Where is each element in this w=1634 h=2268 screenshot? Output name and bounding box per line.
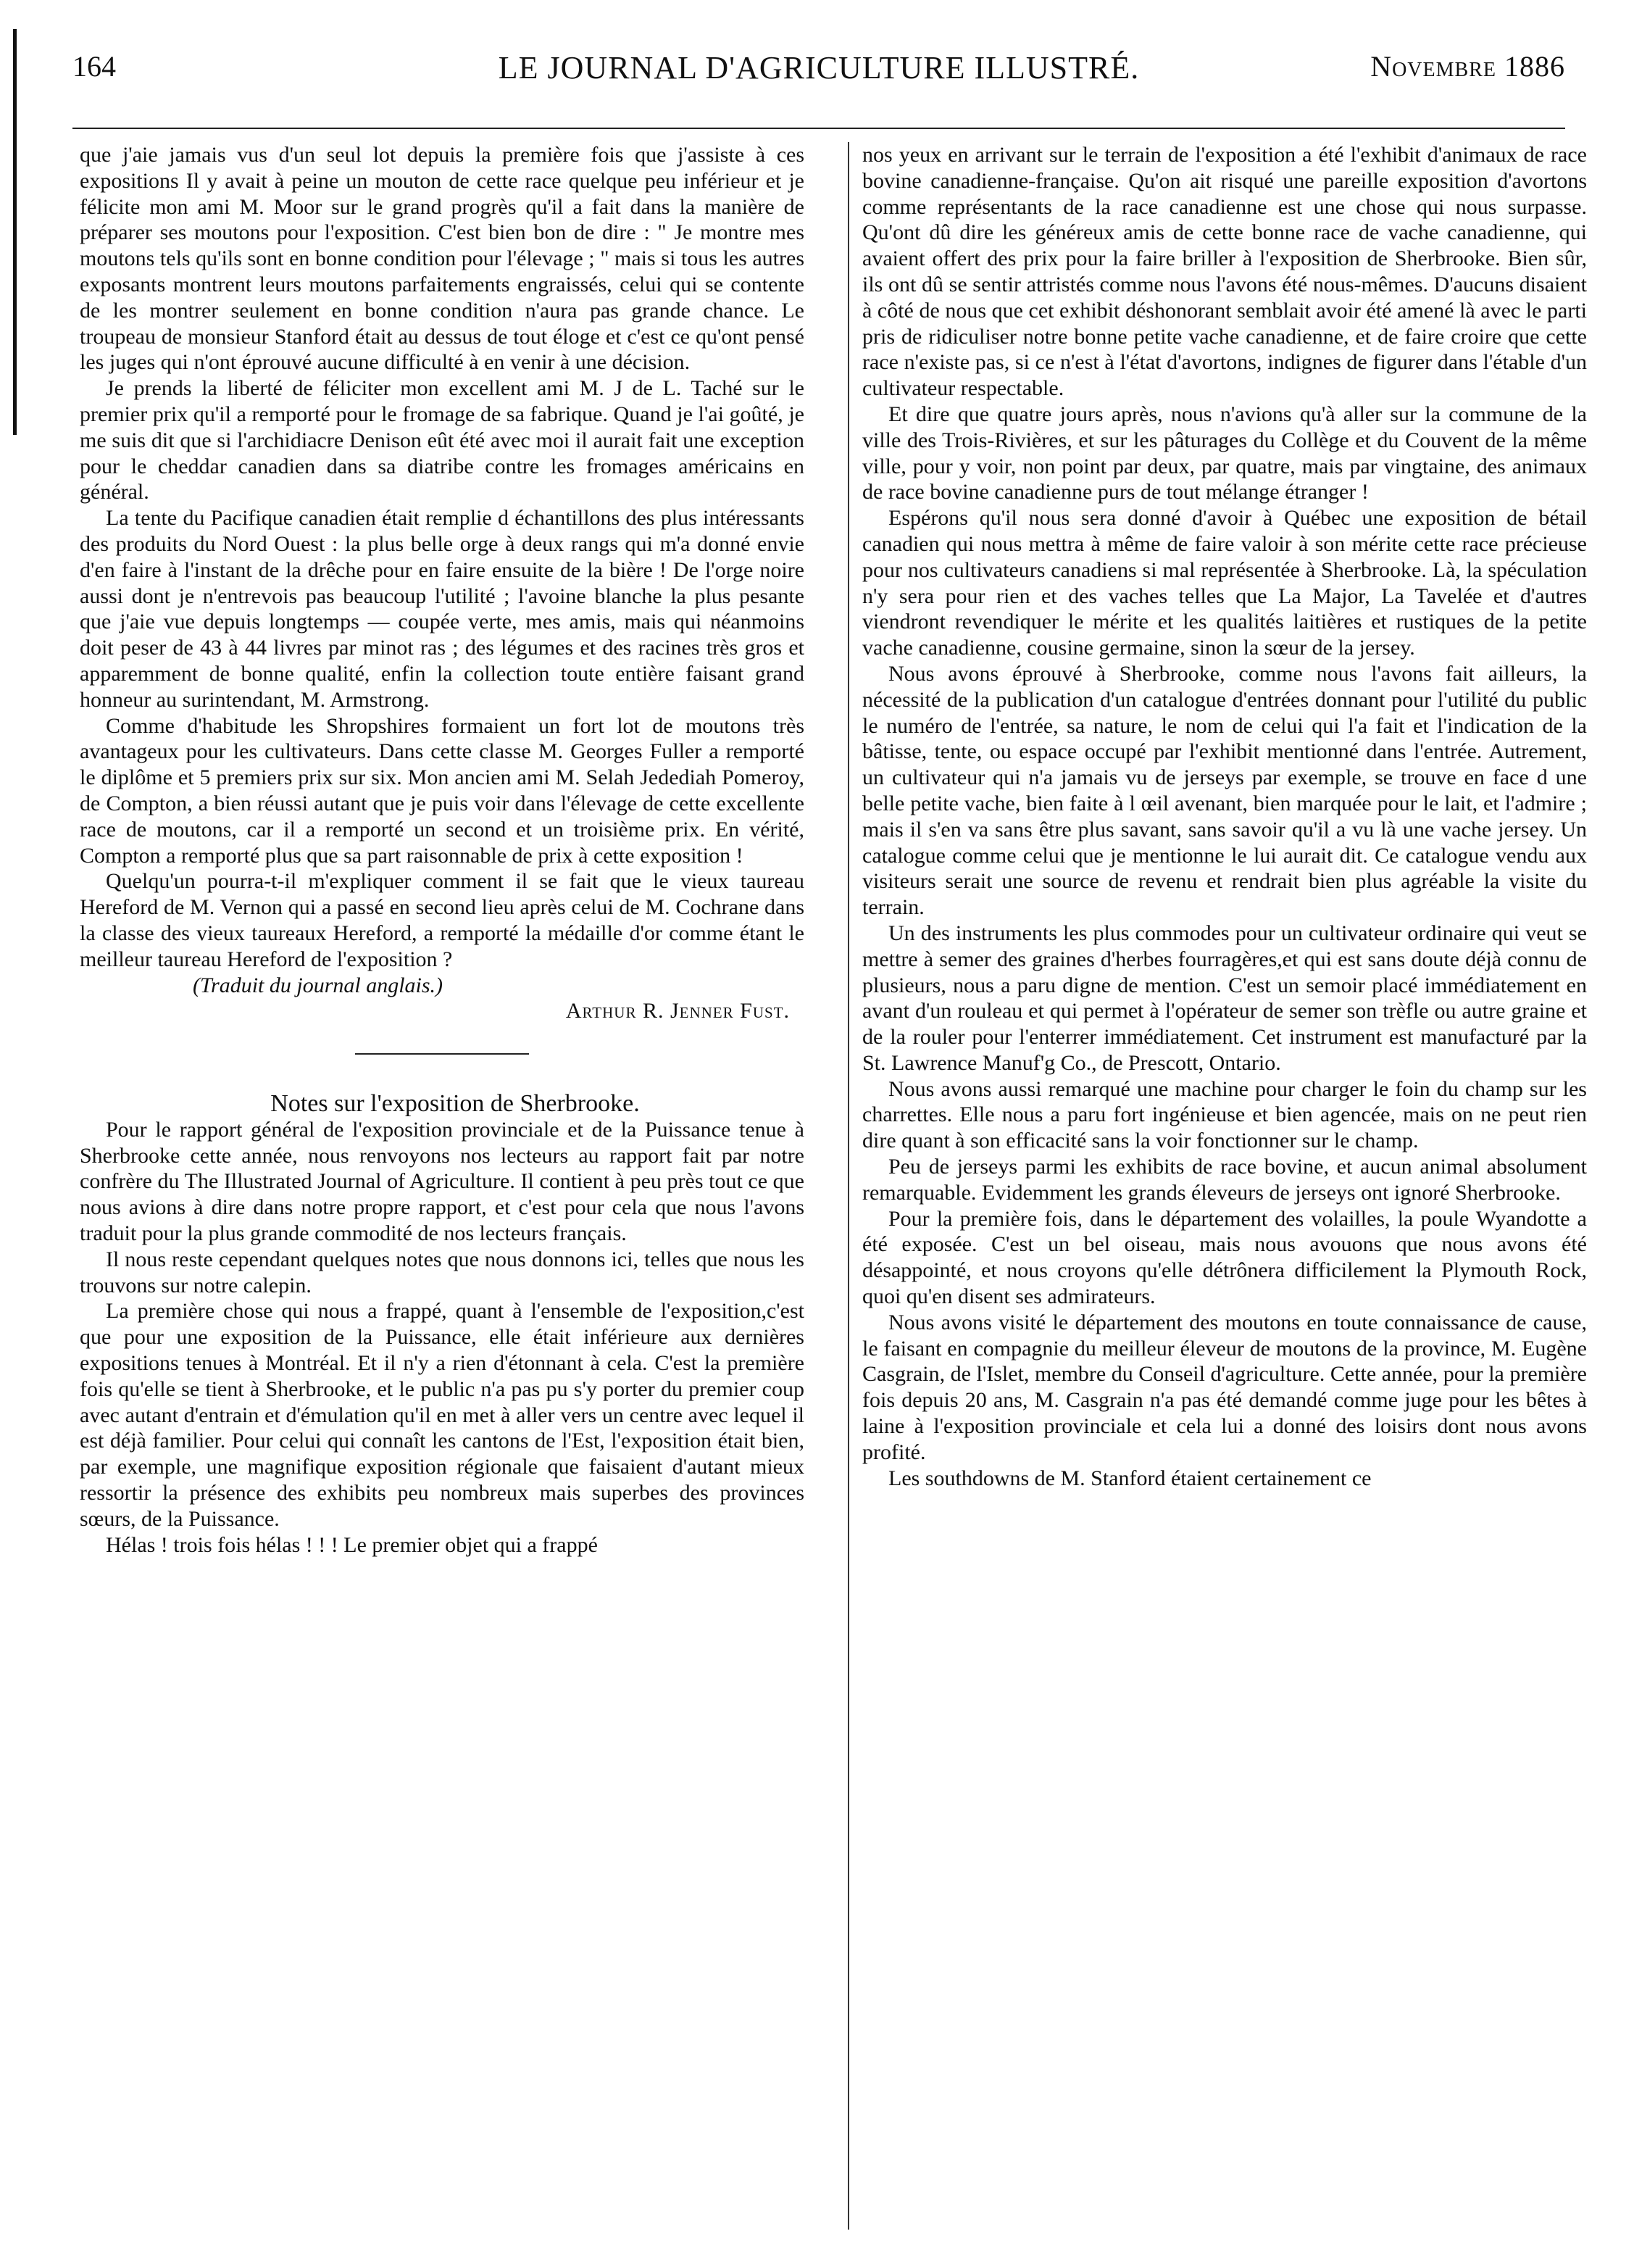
paragraph: Hélas ! trois fois hélas ! ! ! Le premier objet qui a frappé [106,1532,598,1557]
paragraph: Comme d'habitude les Shropshires formaient un fort lot de moutons très avantageux pour les cultivateurs. Dans cette classe M. Georges Fuller a remporté le diplôme et 5 premiers prix sur six. Mon ancien ami M. Selah Jedediah Pomeroy, de Compton, a bien réussi autant que je puis voir dans l'élevage de cette excellente race de moutons, car il a remporté un second et un troisième prix. En vérité, Compton a remporté plus que sa part raisonnable de prix à cette exposition ! [80,713,804,868]
left-column [80,142,804,2244]
page-number: 164 [72,50,116,83]
paragraph: Quelqu'un pourra-t-il m'expliquer comment il se fait que le vieux taureau Hereford de M. Vernon qui a passé en second lieu après celui de M. Cochrane dans la classe des vieux taureaux Hereford, a remporté la médaille d'or comme étant le meilleur taureau Hereford de l'exposition ? [80,869,804,971]
paragraph: Nous avons éprouvé à Sherbrooke, comme nous l'avons fait ailleurs, la nécessité de la publication d'un catalogue d'entrées donnant pour l'utilité du public le numéro de l'entrée, sa nature, le nom de celui qui l'a fait et l'indication de la bâtisse, tente, ou espace occupé par l'exhibit mentionné dans l'entrée. Autrement, un cultivateur qui n'a jamais vu de jerseys par exemple, se trouve en face d une belle petite vache, bien faite à l œil avenant, bien marquée pour le lait, et l'admire ; mais il s'en va sans être plus savant, sans savoir qu'il a vu là une vache jersey. Un catalogue comme celui que je mentionne le lui aurait dit. Ce catalogue vendu aux visiteurs serait une source de revenu et rendrait bien plus agréable la visite du terrain. [862,661,1587,920]
paragraph: Pour la première fois, dans le département des volailles, la poule Wyandotte a été exposée. C'est un bel oiseau, mais nous avouons que nous avons été désappointé, et nous croyons qu'elle détrônera difficilement la Plymouth Rock, quoi qu'en disent ses admirateurs. [862,1206,1587,1309]
translation-note: (Traduit du journal anglais.) [193,973,443,997]
column-divider [848,142,849,2230]
paragraph: Peu de jerseys parmi les exhibits de race bovine, et aucun animal absolument remarquable. Evidemment les grands éleveurs de jerseys ont ignoré Sherbrooke. [862,1155,1587,1205]
paragraph: Nous avons aussi remarqué une machine pour charger le foin du champ sur les charrettes. Elle nous a paru fort ingénieuse et bien agencée, mais on ne peut rien dire quant à son efficacité sans la voir fonctionner sur le champ. [862,1076,1587,1153]
right-column [862,142,1587,2244]
paragraph: que j'aie jamais vus d'un seul lot depuis la première fois que j'assiste à ces expositions Il y avait à peine un mouton de cette race quelque peu inférieur et je félicite mon ami M. Moor sur le grand progrès qu'il a fait dans la manière de préparer ses moutons pour l'exposition. C'est bien bon de dire : " Je montre mes moutons tels qu'ils sont en bonne condition pour l'élevage ; " mais si tous les autres exposants montrent leurs moutons parfaitements engraissés, celui qui se contente de les montrer seulement en bonne condition n'aura pas grande chance. Le troupeau de monsieur Stanford était au dessus de tout éloge et c'est ce qu'ont pensé les juges qui n'ont éprouvé aucune difficulté à en venir à une décision. [80,143,804,375]
paragraph: Et dire que quatre jours après, nous n'avions qu'à aller sur la commune de la ville des Trois-Rivières, et sur les pâturages du Collège et du Couvent de la même ville, pour y voir, non point par deux, par quatre, mais par vingtaine, des animaux de race bovine canadienne purs de tout mélange étranger ! [862,402,1587,504]
paragraph: La tente du Pacifique canadien était remplie d échantillons des plus intéressants des produits du Nord Ouest : la plus belle orge à deux rangs qui m'a donné envie d'en faire à l'instant de la drêche pour en faire ensuite de la bière ! De l'orge noire aussi dont je n'entrevois pas beaucoup l'utilité ; l'avoine blanche la plus pesante que j'aie vue depuis longtemps — coupée verte, mes amis, mais qui néanmoins doit peser de 43 à 44 livres par minot ras ; des légumes et des racines très gros et apparemment de bonne qualité, enfin la collection toute entière faisant grand honneur au surintendant, M. Armstrong. [80,506,804,712]
paragraph: Un des instruments les plus commodes pour un cultivateur ordinaire qui veut se mettre à semer des graines d'herbes fourragères,et qui est sans doute déjà connu de plusieurs, nous a paru digne de mention. C'est un semoir placé immédiatement en avant d'un rouleau et qui permet à l'opérateur de semer son trèfle ou autre graine et de la rouler pour l'enterrer immédiatement. Cet instrument est manufacturé par la St. Lawrence Manuf'g Co., de Prescott, Ontario. [862,921,1587,1075]
author-signature: Arthur R. Jenner Fust. [565,999,790,1023]
paragraph: La première chose qui nous a frappé, quant à l'ensemble de l'exposition,c'est que pour une exposition de la Puissance, elle était inférieure aux dernières expositions tenues à Montréal. Et il n'y a rien d'étonnant à cela. C'est la première fois qu'elle se tient à Sherbrooke, et le public n'a pas pu s'y porter du premier coup avec autant d'entrain et d'émulation qu'il en met à aller vers un centre avec lequel il est déjà familier. Pour celui qui connaît les cantons de l'Est, l'exposition était bien, par exemple, une magnifique exposition régionale que faisaient d'autant mieux ressortir la présence des exhibits peu nombreux mais superbes des provinces sœurs, de la Puissance. [80,1299,804,1531]
journal-title: LE JOURNAL D'AGRICULTURE ILLUSTRÉ. [498,50,1140,86]
paragraph: Espérons qu'il nous sera donné d'avoir à Québec une exposition de bétail canadien qui nous mettra à même de faire valoir à son mérite cette race précieuse pour nos cultivateurs canadiens si mal représentée à Sherbrooke. Là, la spéculation n'y sera pour rien et des vaches telles que La Major, La Tavelée et d'autres viendront revendiquer le mérite et les qualités laitières et rustiques de la petite vache canadienne, cousine germaine, sinon la sœur de la jersey. [862,506,1587,660]
issue-date: Novembre 1886 [1370,50,1565,83]
paragraph: nos yeux en arrivant sur le terrain de l'exposition a été l'exhibit d'animaux de race bovine canadienne-française. Qu'on ait risqué une pareille exposition d'avortons comme représentants de la race canadienne est une chose qui nous surpasse. Qu'ont dû dire les généreux amis de cette bonne race de vache canadienne, qui avaient offert des prix pour la faire briller à l'exposition de Sherbrooke. Bien sûr, ils ont dû se sentir attristés comme nous l'avons été nous-mêmes. D'aucuns disaient à côté de nous que cet exhibit déshonorant semblait avoir été amené là avec le parti pris de ridiculiser notre bonne petite vache canadienne, et de faire croire que cette race n'existe pas, si ce n'est à l'état d'avortons, indignes de figurer dans l'étable d'un cultivateur respectable. [862,143,1587,401]
paragraph: Les southdowns de M. Stanford étaient certainement ce [888,1466,1372,1490]
paragraph: Pour le rapport général de l'exposition provinciale et de la Puissance tenue à Sherbrooke cette année, nous renvoyons nos lecteurs au rapport fait par notre confrère du The Illustrated Journal of Agriculture. Il contient à peu près tout ce que nous avions à dire dans notre propre rapport, et c'est pour cela que nous l'avons traduit pour la plus grande commodité de nos lecteurs français. [80,1117,804,1246]
paragraph: Je prends la liberté de féliciter mon excellent ami M. J de L. Taché sur le premier prix qu'il a remporté pour le fromage de sa fabrique. Quand je l'ai goûté, je me suis dit que si l'archidiacre Denison eût été avec moi il aurait fait une exception pour le cheddar canadien dans sa diatribe contre les fromages américains en général. [80,376,804,504]
paragraph: Nous avons visité le département des moutons en toute connaissance de cause, le faisant en compagnie du meilleur éleveur de moutons de la province, M. Eugène Casgrain, de l'Islet, membre du Conseil d'agriculture. Cette année, pour la première fois depuis 20 ans, M. Casgrain n'a pas été demandé comme juge pour les bêtes à laine à l'exposition provinciale et cela lui a donné des loisirs dont nous avons profité. [862,1310,1587,1464]
section-divider [355,1053,529,1055]
page-header [72,49,1565,93]
margin-bar [13,29,17,435]
paragraph: Il nous reste cependant quelques notes que nous donnons ici, telles que nous les trouvons sur notre calepin. [80,1247,804,1297]
section-title: Notes sur l'exposition de Sherbrooke. [270,1090,640,1118]
header-rule [72,128,1565,129]
